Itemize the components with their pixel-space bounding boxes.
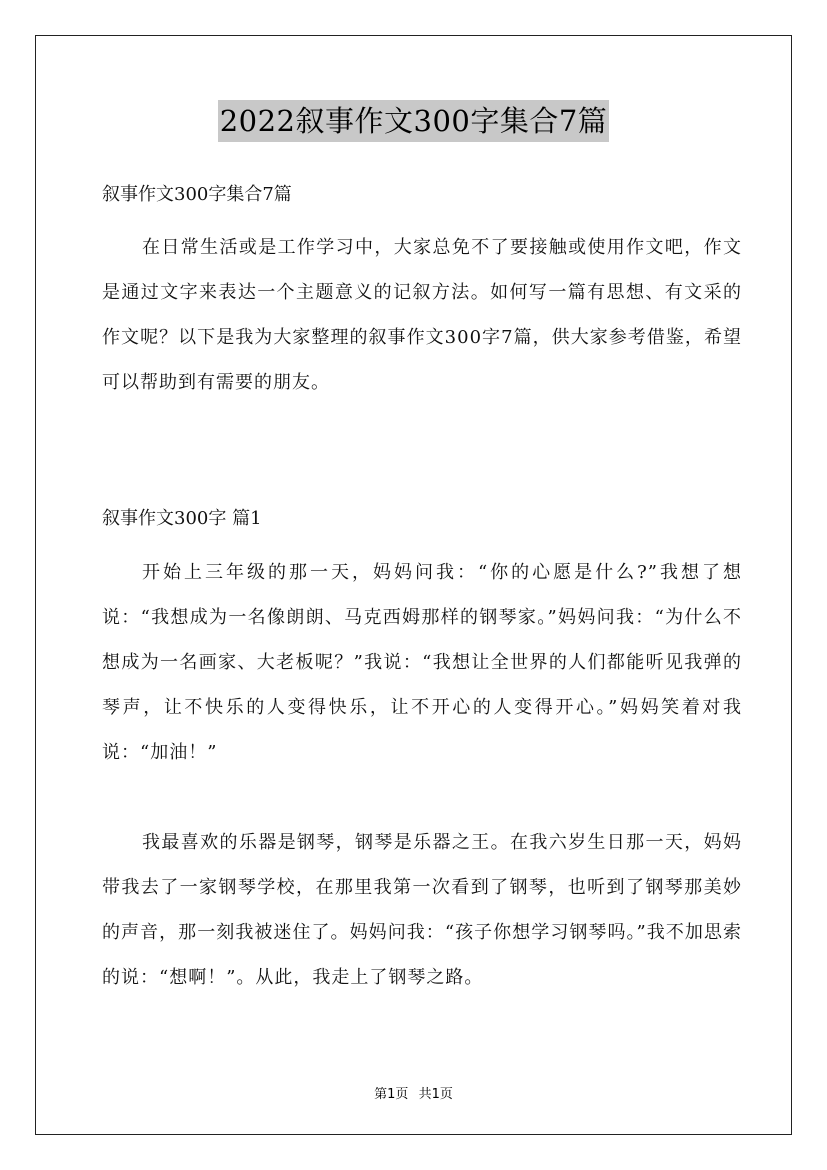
document-title: 2022叙事作文300字集合7篇 [218, 100, 610, 142]
document-subtitle: 叙事作文300字集合7篇 [102, 184, 292, 205]
title-container [0, 100, 827, 142]
body-paragraph: 开始上三年级的那一天，妈妈问我：“你的心愿是什么?”我想了想说：“我想成为一名像朗朗、马克西姆那样的钢琴家。”妈妈问我：“为什么不想成为一名画家、大老板呢？”我说：“我想让全世界的人们都能听见我弹的琴声，让不快乐的人变得快乐，让不开心的人变得开心。”妈妈笑着对我说：“加油！” [102, 562, 742, 763]
intro-paragraph: 在日常生活或是工作学习中，大家总免不了要接触或使用作文吧，作文是通过文字来表达一个主题意义的记叙方法。如何写一篇有思想、有文采的作文呢？以下是我为大家整理的叙事作文300字7篇，供大家参考借鉴，希望可以帮助到有需要的朋友。 [102, 237, 742, 393]
page-total: 共1页 [418, 1087, 453, 1102]
page-number: 第1页 [374, 1087, 409, 1102]
body-paragraph: 我最喜欢的乐器是钢琴，钢琴是乐器之王。在我六岁生日那一天，妈妈带我去了一家钢琴学校，在那里我第一次看到了钢琴，也听到了钢琴那美妙的声音，那一刻我被迷住了。妈妈问我：“孩子你想学习钢琴吗。”我不加思索的说：“想啊！”。从此，我走上了钢琴之路。 [102, 832, 742, 988]
page-footer [0, 1083, 827, 1102]
section-heading: 叙事作文300字 篇1 [102, 508, 262, 529]
